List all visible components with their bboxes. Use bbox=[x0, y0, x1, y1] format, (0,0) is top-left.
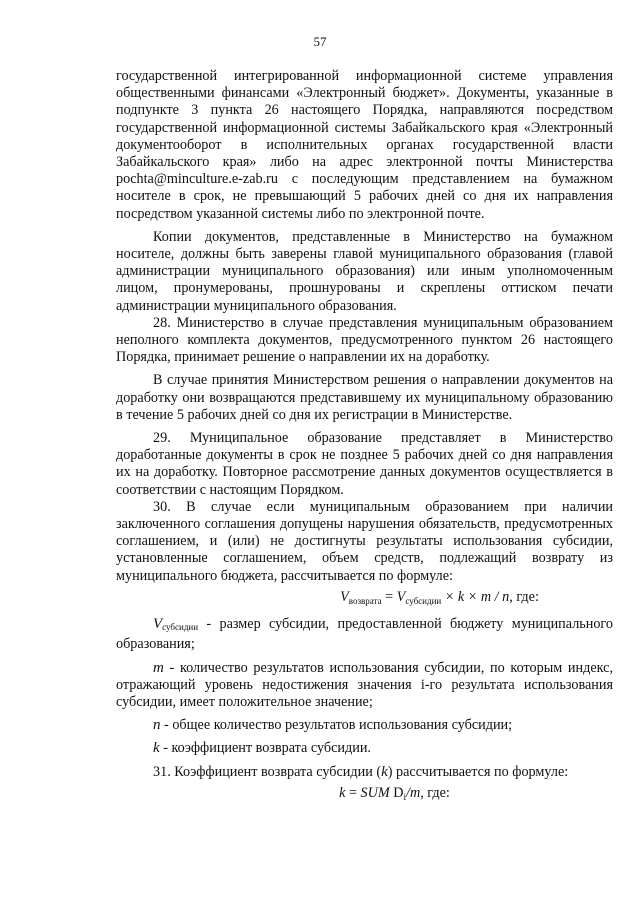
document-body bbox=[116, 68, 613, 810]
formula-refund: $V_{возврата} = V_{субсидии} \times k \times m / n$, где: bbox=[340, 588, 539, 606]
paragraph-31: 31. Коэффициент возврата субсидии (k) рассчитывается по формуле: bbox=[153, 763, 569, 780]
paragraph: В случае принятия Министерством решения о направлении документов на доработку они возвращаются представившему их муниципальному образованию в течение 5 рабочих дней со дня их регистрации в Министерстве. bbox=[116, 372, 613, 423]
paragraph: государственной интегрированной информационной системе управления общественными финансами «Электронный бюджет». Документы, указанные в подпункте 3 пункта 26 настоящего Порядка, направляются посредством государственной информационной системы Забайкальского края «Электронный документооборот в исполнительных органах государственной власти Забайкальского края» либо на адрес электронной почты Министерства pochta@minculture.e-zab.ru с последующим представлением на бумажном носителе в срок, не превышающий 5 рабочих дней со дня их направления посредством указанной системы либо по электронной почте. bbox=[116, 68, 613, 222]
definition-n: n - общее количество результатов использования субсидии; bbox=[153, 717, 513, 734]
definition-m: m - количество результатов использования субсидии, по которым индекс, отражающий уровень недостижения значения i-го результата использования субсидии, имеет положительное значение; bbox=[116, 659, 613, 710]
paragraph-29: 29. Муниципальное образование представляет в Министерство доработанные документы в срок не позднее 5 рабочих дней со дня направления их на доработку. Повторное рассмотрение данных документов осуществляется в соответствии с настоящим Порядком. bbox=[116, 430, 613, 498]
paragraph: Копии документов, представленные в Министерство на бумажном носителе, должны быть заверены главой муниципального образования (главой администрации муниципального образования) или иным уполномоченным лицом, пронумерованы, прошнурованы и скреплены оттиском печати администрации муниципального образования. bbox=[116, 228, 613, 314]
definition-k: k - коэффициент возврата субсидии. bbox=[153, 740, 371, 757]
page-number: 57 bbox=[313, 34, 327, 49]
definition-v: Vсубсидии - размер субсидии, предоставленной бюджету муниципального образования; bbox=[116, 616, 613, 653]
paragraph-28: 28. Министерство в случае представления муниципальным образованием неполного комплекта документов, предусмотренного пунктом 26 настоящего Порядка, принимает решение о направлении их на доработку. bbox=[116, 314, 613, 366]
paragraph-30: 30. В случае если муниципальным образованием при наличии заключенного соглашения допущены нарушения обязательств, предусмотренных соглашением, и (или) не достигнуты результаты использования субсидии, установленные соглашением, объем средств, подлежащий возврату из муниципального бюджета, рассчитывается по формуле: bbox=[116, 498, 613, 584]
formula-coefficient: k = SUM $D_i/m$, где: bbox=[339, 784, 450, 802]
